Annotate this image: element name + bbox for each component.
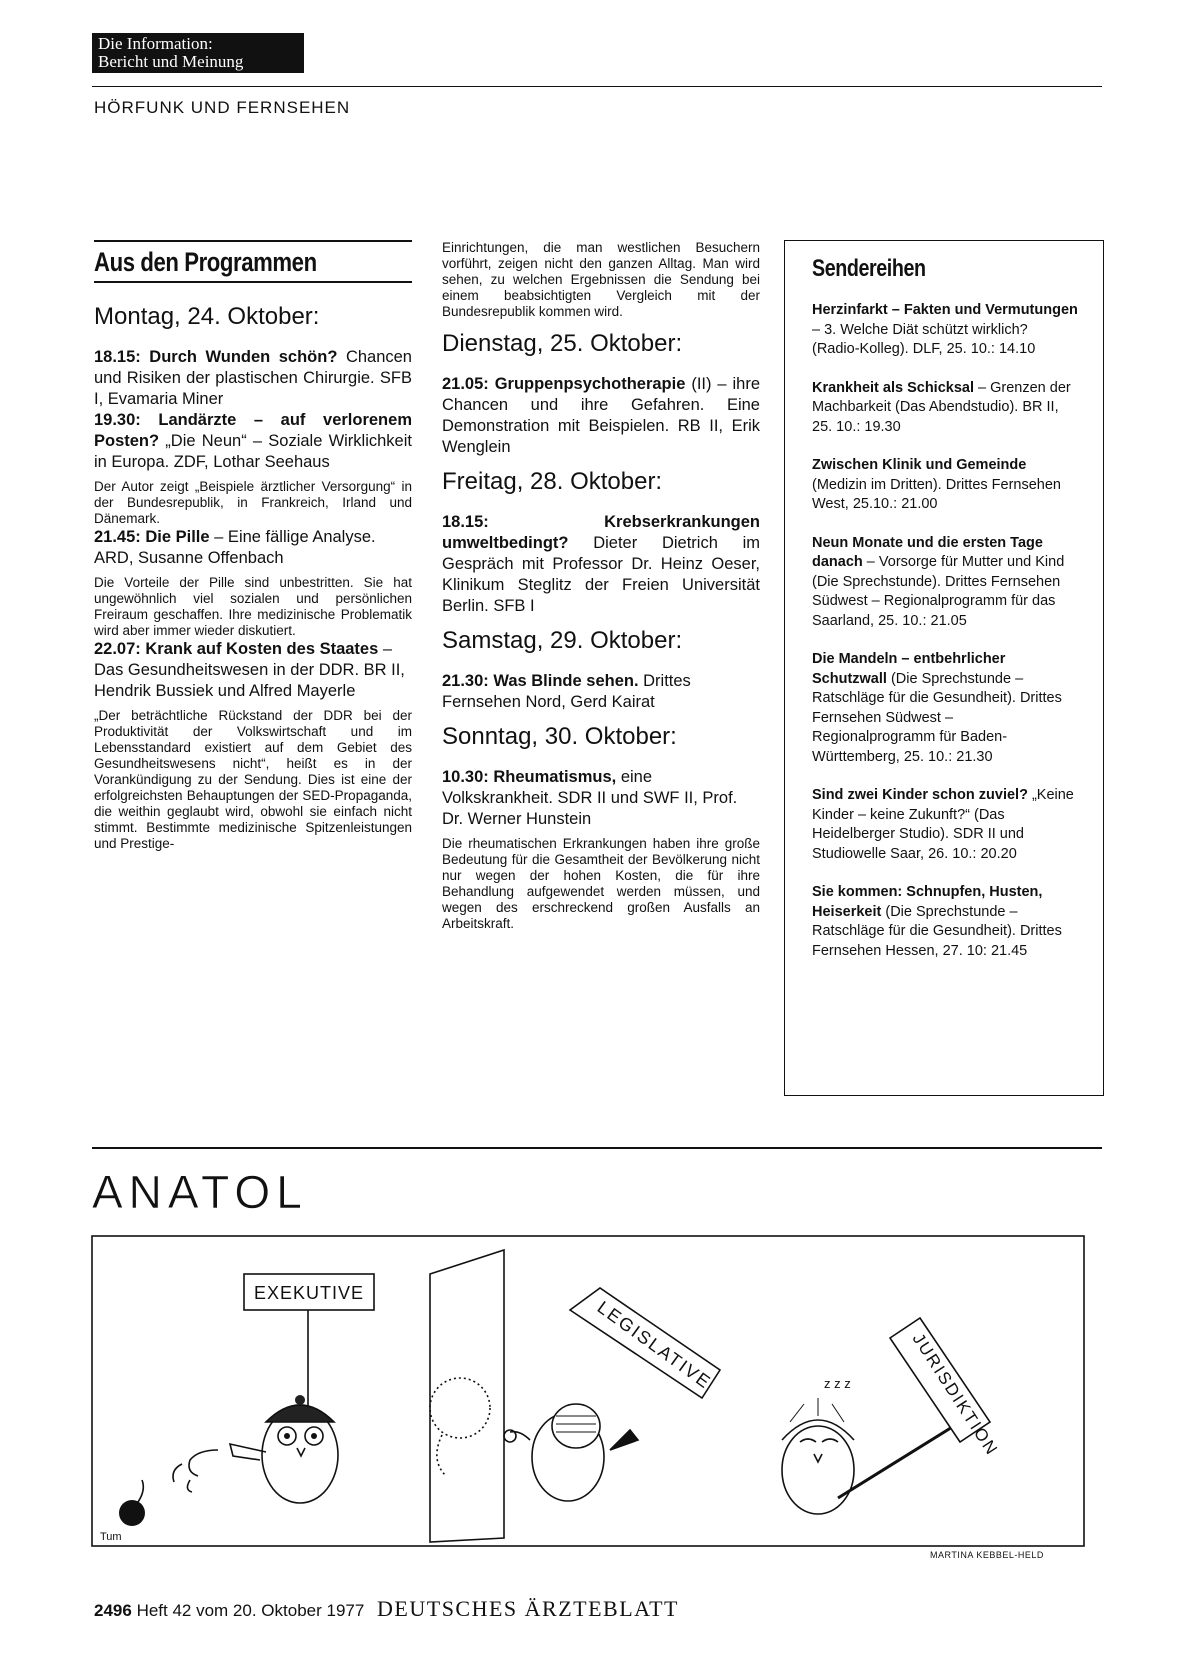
- series-entry-details: (Die Sprechstunde – Ratschläge für die Gesundheit). Drittes Fernsehen Südwest – Regionalprogramm für Baden-Württemberg, 25. 10.: 21.30: [812, 670, 1062, 765]
- series-entry-details: (Die Sprechstunde – Ratschläge für die Gesundheit). Drittes Fernsehen Hessen, 27. 10: 21.45: [812, 903, 1062, 959]
- program-entry: [94, 347, 412, 410]
- program-note: Die Vorteile der Pille sind unbestritten. Sie hat ungewöhnlich viel sozialen und persönlichen Freiraum geschaffen. Ihre medizinische Problematik wird aber immer wieder diskutiert.: [94, 574, 412, 638]
- program-entry: [442, 512, 760, 617]
- series-entry-title: Herzinfarkt – Fakten und Vermutungen: [812, 302, 1078, 318]
- issue-info: Heft 42 vom 20. Oktober 1977: [136, 1601, 365, 1620]
- series-entry-title: Sie kommen: Schnupfen, Husten, Heiserkeit: [812, 884, 1043, 920]
- series-entry-title: Krankheit als Schicksal: [812, 379, 974, 396]
- program-details: – Das Gesundheitswesen in der DDR. BR II, Hendrik Bussiek und Alfred Mayerle: [94, 639, 405, 700]
- section-badge: [92, 33, 304, 73]
- program-entry: [94, 410, 412, 473]
- series-entry: [812, 650, 1079, 767]
- program-time-title: 18.15: Krebserkrankungen umweltbedingt?: [442, 513, 760, 552]
- sign-legislative-text: LEGISLATIVE: [593, 1297, 716, 1394]
- program-details: eine Volkskrankheit. SDR II und SWF II, Prof. Dr. Werner Hunstein: [442, 768, 738, 828]
- program-note: Der Autor zeigt „Beispiele ärztlicher Versorgung“ in der Bundesrepublik, in Frankreich, Irland und Dänemark.: [94, 478, 412, 526]
- series-entry: [812, 786, 1079, 864]
- programs-title: Aus den Programmen: [94, 246, 317, 277]
- magazine-name: DEUTSCHES ÄRZTEBLATT: [377, 1596, 679, 1621]
- program-time-title: 21.45: Die Pille: [94, 527, 210, 546]
- day-heading-sunday: Sonntag, 30. Oktober:: [442, 723, 677, 750]
- series-entry: [812, 883, 1079, 961]
- series-entry: [812, 301, 1079, 360]
- program-details: – Eine fällige Analyse. ARD, Susanne Offenbach: [94, 527, 376, 567]
- badge-line-2: Bericht und Meinung: [98, 52, 244, 71]
- bomb: [119, 1500, 145, 1526]
- comic-title: ANATOL: [92, 1166, 308, 1218]
- artist-signature: MARTINA KEBBEL-HELD: [930, 1550, 1044, 1560]
- program-details: Dieter Dietrich im Gespräch mit Professor Dr. Heinz Oeser, Klinikum Steglitz der Freien Universität Berlin. SFB I: [442, 534, 760, 615]
- series-entry: [812, 456, 1079, 515]
- series-entry-details: „Keine Kinder – keine Zukunft?“ (Das Heidelberger Studio). SDR II und Studiowelle Saar, 26. 10.: 20.20: [812, 787, 1074, 862]
- rule-above-title: [94, 240, 412, 242]
- badge-line-1: Die Information:: [98, 34, 213, 53]
- series-entry-title: Neun Monate und die ersten Tage danach: [812, 534, 1043, 570]
- day-heading-tuesday: Dienstag, 25. Oktober:: [442, 330, 683, 357]
- program-details: Chancen und Risiken der plastischen Chirurgie. SFB I, Evamaria Miner: [94, 347, 412, 408]
- day-heading-monday: Montag, 24. Oktober:: [94, 302, 320, 330]
- series-entry: [812, 379, 1079, 438]
- header-rule: [92, 86, 1102, 87]
- series-entry-details: – Grenzen der Machbarkeit (Das Abendstudio). BR II, 25. 10.: 19.30: [812, 379, 1071, 435]
- program-entry: [442, 671, 760, 713]
- snore-text: z z z: [824, 1376, 851, 1391]
- page-footer: [94, 1596, 679, 1622]
- sign-exekutive-text: EXEKUTIVE: [254, 1283, 365, 1303]
- series-entry: [812, 534, 1079, 632]
- program-entry: [442, 374, 760, 458]
- series-entry-title: Zwischen Klinik und Gemeinde: [812, 457, 1027, 473]
- panel-exekutive: [100, 1274, 374, 1543]
- series-box: [784, 240, 1104, 1096]
- program-time-title: 19.30: Landärzte – auf verlorenem Posten?: [94, 410, 412, 450]
- panel-jurisdiktion: [782, 1318, 1002, 1514]
- comic-rule: [92, 1147, 1102, 1149]
- series-entry-details: – 3. Welche Diät schützt wirklich? (Radio-Kolleg). DLF, 25. 10.: 14.10: [812, 321, 1036, 357]
- program-note: „Der beträchtliche Rückstand der DDR bei der Produktivität der Volkswirtschaft und im Lebensstandard existiert auf dem Gebiet des Gesundheitswesens nicht“, heißt es in der Vorankündigung zu der Sendung. Dies ist eine der erfolgreichsten Behauptungen der SED-Propaganda, die weithin geglaubt wird, obwohl sie einfach nicht stimmt. Bestimmte medizinische Spitzenleistungen und Prestige-: [94, 707, 412, 851]
- day-heading-saturday: Samstag, 29. Oktober:: [442, 627, 683, 654]
- program-time-title: 18.15: Durch Wunden schön?: [94, 347, 338, 366]
- day-heading-friday: Freitag, 28. Oktober:: [442, 468, 663, 495]
- program-details: (II) – ihre Chancen und ihre Gefahren. Eine Demonstration mit Beispielen. RB II, Erik Wenglein: [442, 375, 760, 456]
- program-details: Drittes Fernsehen Nord, Gerd Kairat: [442, 672, 691, 711]
- page-number: 2496: [94, 1601, 132, 1620]
- program-time-title: 21.30: Was Blinde sehen.: [442, 672, 639, 690]
- program-entry: [94, 639, 412, 702]
- series-title: Sendereihen: [812, 255, 926, 282]
- series-entry-details: (Medizin im Dritten). Drittes Fernsehen West, 25.10.: 21.00: [812, 476, 1061, 512]
- panel-legislative: [430, 1250, 720, 1542]
- program-time-title: 22.07: Krank auf Kosten des Staates: [94, 639, 379, 658]
- program-time-title: 10.30: Rheumatismus,: [442, 768, 617, 786]
- program-details: „Die Neun“ – Soziale Wirklichkeit in Europa. ZDF, Lothar Seehaus: [94, 431, 412, 471]
- series-entry-title: Die Mandeln – entbehrlicher Schutzwall: [812, 651, 1006, 687]
- column-1: [94, 240, 412, 852]
- artist-initials: Tum: [100, 1531, 122, 1543]
- series-entry-details: – Vorsorge für Mutter und Kind (Die Sprechstunde). Drittes Fernsehen Südwest – Regionalprogramm für das Saarland, 25. 10.: 21.05: [812, 554, 1065, 629]
- rule-below-title: [94, 281, 412, 283]
- section-title: HÖRFUNK UND FERNSEHEN: [94, 98, 351, 117]
- program-entry: [442, 767, 760, 830]
- program-time-title: 21.05: Gruppenpsychotherapie: [442, 375, 686, 393]
- owl-jurisdiktion: [782, 1426, 854, 1514]
- program-note-continued: Einrichtungen, die man westlichen Besuchern vorführt, zeigen nicht den ganzen Alltag. Man wird sehen, zu welchen Ergebnissen die Sendung bei einem beabsichtigten Vergleich mit der Bundesrepublik kommen wird.: [442, 240, 760, 319]
- sign-jurisdiktion-text: JURISDIKTION: [908, 1329, 1002, 1460]
- column-2: [442, 240, 760, 932]
- series-entry-title: Sind zwei Kinder schon zuviel?: [812, 787, 1028, 803]
- comic-strip: [90, 1160, 1110, 1565]
- program-note: Die rheumatischen Erkrankungen haben ihre große Bedeutung für die Gesamtheit der Bevölkerung nicht nur wegen der hohen Kosten, die für ihre Behandlung aufgewendet werden müssen, und wegen des erschreckend großen Ausfalls an Arbeitskraft.: [442, 836, 760, 931]
- program-entry: [94, 527, 412, 569]
